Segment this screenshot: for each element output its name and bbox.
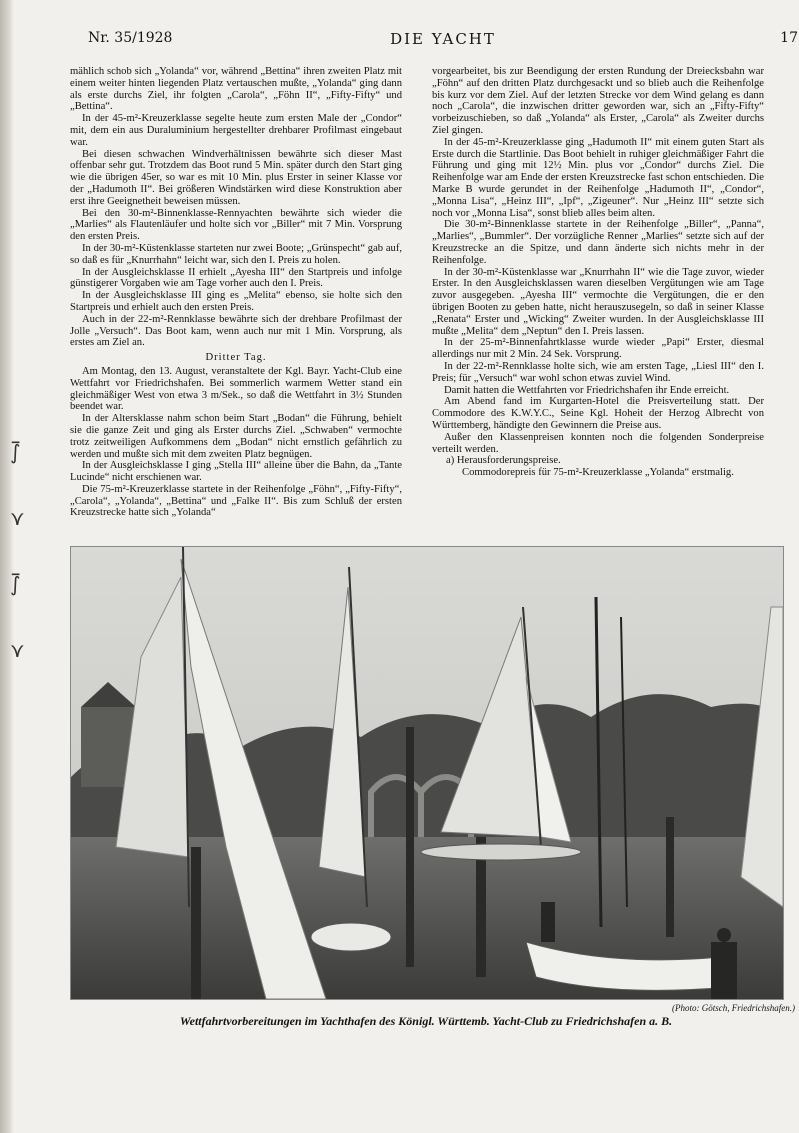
article-paragraph: mählich schob sich „Yolanda“ vor, während „Bettina“ ihren zweiten Platz mit einem weiter hinten liegenden Platz vertauschen mußte, „Yolanda“ ging dann als erste durchs Ziel, ihr folgten „Carola“, „Föhn II“, „Fifty-Fifty“ und „Bettina“.: [70, 66, 402, 113]
margin-mark: ⋎: [10, 638, 25, 662]
article-paragraph: vorgearbeitet, bis zur Beendigung der ersten Rundung der Dreiecksbahn war „Föhn“ auf den dritten Platz durchgesackt und so blieb auch die Reihenfolge bis kurz vor dem Ziel. Auf der letzten Strecke vor dem Wind gelang es dann noch „Carola“, die inzwischen dritter geworden war, sich an „Fifty-Fifty“ vorbeizuschieben, so daß „Yolanda“ als Erster, „Carola“ als Zweiter durchs Ziel gingen.: [432, 66, 764, 136]
article-paragraph: Auch in der 22-m²-Rennklasse bewährte sich der drehbare Profilmast der Jolle „Versuch“. Das Boot kam, wenn auch nur mit 1 Min. Vorsprung, als erstes am Ziel an.: [70, 313, 402, 349]
article-paragraph: In der Ausgleichsklasse III ging es „Melita“ ebenso, sie holte sich den Startpreis und erhielt auch den ersten Preis.: [70, 290, 402, 313]
article-paragraph: Damit hatten die Wettfahrten vor Friedrichshafen ihr Ende erreicht.: [444, 384, 730, 396]
margin-mark: ⨛: [10, 440, 21, 464]
article-paragraph: Commodorepreis für 75-m²-Kreuzerklasse „Yolanda“ erstmalig.: [462, 467, 734, 479]
text-column-right: [432, 66, 764, 538]
article-paragraph: In der Altersklasse nahm schon beim Start „Bodan“ die Führung, behielt sie die ganze Zeit und ging als Erster durchs Ziel. „Schwaben“ vermochte trotz zeitweiligen Aufkommens dem „Bodan“ nicht ernstlich gefährlich zu werden und mußte sich mit dem zweiten Platz begnügen.: [70, 413, 402, 460]
article-paragraph: In der 30-m²-Küstenklasse starteten nur zwei Boote; „Grünspecht“ gab auf, so daß es für „Knurrhahn“ leicht war, sich den I. Preis zu holen.: [70, 242, 402, 266]
article-paragraph: Außer den Klassenpreisen konnten noch die folgenden Sonderpreise verteilt werden.: [432, 431, 764, 455]
margin-mark: ⨛: [10, 572, 21, 596]
article-paragraph: In der Ausgleichsklasse I ging „Stella III“ alleine über die Bahn, da „Tante Lucinde“ nicht erschienen war.: [70, 460, 402, 484]
article-paragraph: In der 22-m²-Rennklasse holte sich, wie am ersten Tage, „Liesl III“ den I. Preis; für „Versuch“ war wohl schon etwas zuviel Wind.: [432, 360, 764, 384]
photo-credit: (Photo: Götsch, Friedrichshafen.): [672, 1003, 795, 1013]
harbor-photo: [70, 546, 784, 1000]
article-paragraph: Die 75-m²-Kreuzerklasse startete in der Reihenfolge „Föhn“, „Fifty-Fifty“, „Carola“, „Yolanda“, „Bettina“ und „Falke II“. Bis zum Schluß der ersten Kreuzstrecke hatte sich „Yolanda“: [70, 483, 402, 519]
photo-caption: Wettfahrtvorbereitungen im Yachthafen des Königl. Württemb. Yacht-Club zu Friedrichshafen a. B.: [179, 1014, 673, 1028]
section-heading: Dritter Tag.: [205, 352, 267, 364]
article-paragraph: Am Abend fand im Kurgarten-Hotel die Preisverteilung statt. Der Commodore des K.W.Y.C., Seine Kgl. Hoheit der Herzog Albrecht von Württemberg, händigte den Gewinnern die Preise aus.: [432, 396, 764, 431]
text-column-left: [70, 66, 402, 538]
handwritten-margin-marks: [10, 440, 40, 820]
article-paragraph: In der 45-m²-Kreuzerklasse segelte heute zum ersten Male der „Condor“ mit, dem ein aus Duraluminium hergestellter drehbarer Profilmast eingebaut war.: [70, 113, 402, 148]
article-paragraph: Bei den 30-m²-Binnenklasse-Rennyachten bewährte sich wieder die „Marlies“ als Flautenläufer und holte sich vor „Biller“ mit 7 Min. Vorsprung den ersten Preis.: [70, 207, 402, 243]
article-paragraph: a) Herausforderungspreise.: [446, 455, 561, 467]
page-header: [88, 30, 798, 50]
article-paragraph: In der 45-m²-Kreuzerklasse ging „Hadumoth II“ mit einem guten Start als Erste durch die Startlinie. Das Boot behielt in ruhiger gleichmäßiger Fahrt die Führung und ging mit 12½ Min. plus vor „Condor“ durchs Ziel. Die Reihenfolge war am Ende der ersten Kreuzstrecke fast schon entschieden. Die Marke B wurde gerundet in der Reihenfolge „Hadumoth II“, „Condor“, „Monna Lisa“, „Heinz III“, „Ipf“, „Zigeuner“. Nur „Heinz III“ setzte sich noch vor „Monna Lisa“, sonst blieb alles beim alten.: [432, 136, 764, 219]
article-paragraph: In der 30-m²-Küstenklasse war „Knurrhahn II“ wie die Tage zuvor, wieder Erster. In den Ausgleichsklassen waren dieselben Vergütungen wie am Tage zuvor ausgegeben. „Ayesha III“ vermochte die Vergütungen, die er den übrigen Booten zu geben hatte, nicht herauszusegeln, so daß in seiner Klasse „Renata“ Erster und „Wicking“ Zweiter wurden. In der Ausgleichsklasse III mußte „Melita“ dem „Neptun“ den I. Preis lassen.: [432, 266, 764, 337]
article-paragraph: Am Montag, den 13. August, veranstaltete der Kgl. Bayr. Yacht-Club eine Wettfahrt vor Friedrichshafen. Bei sommerlich warmem Wetter stand ein gleichmäßiger West von etwa 3 m/Sek., so daß die Wettfahrt in 3½ Stunden beendet war.: [70, 365, 402, 413]
page-number: 17: [780, 30, 798, 46]
article-paragraph: In der Ausgleichsklasse II erhielt „Ayesha III“ den Startpreis und infolge günstigerer Vorgaben wie am Tage vorher auch den I. Preis.: [70, 266, 402, 290]
article-paragraph: Bei diesen schwachen Windverhältnissen bewährte sich dieser Mast offenbar sehr gut. Trotzdem das Boot rund 5 Min. später durch den Start ging wie die übrigen 45er, so war es mit 10 Min. plus Erster in seiner Klasse vor der „Hadumoth II“. Bei größeren Windstärken wird diese Konstruktion aber erst ihre Geeignetheit beweisen müssen.: [70, 148, 402, 207]
article-paragraph: In der 25-m²-Binnenfahrtklasse wurde wieder „Papi“ Erster, diesmal allerdings nur mit 2 Min. 24 Sek. Vorsprung.: [432, 337, 764, 361]
magazine-title: DIE YACHT: [390, 30, 496, 48]
issue-number: Nr. 35/1928: [88, 30, 173, 46]
margin-mark: ⋎: [10, 506, 25, 530]
article-paragraph: Die 30-m²-Binnenklasse startete in der Reihenfolge „Biller“, „Panna“, „Marlies“, „Bummler“. Der vorzügliche Renner „Marlies“ setzte sich auf der Kreuzstrecke an die Spitze, und dann änderte sich nichts mehr in der Reihenfolge.: [432, 219, 764, 266]
